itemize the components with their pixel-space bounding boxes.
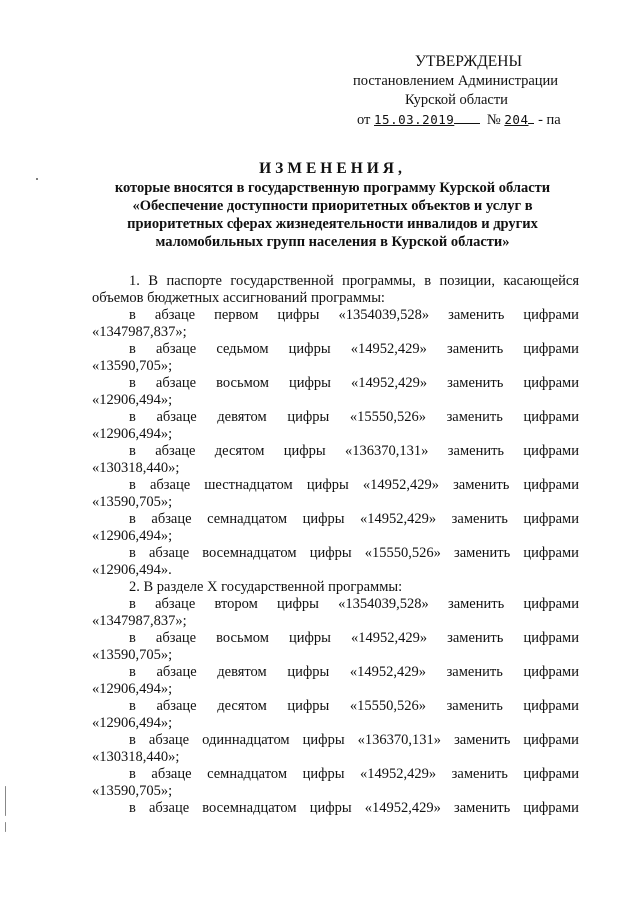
amendment-line bbox=[92, 596, 579, 613]
amendment-word: в bbox=[129, 409, 136, 425]
approval-stamp bbox=[350, 52, 580, 130]
amendment-word: восемнадцатом bbox=[202, 800, 297, 816]
amendment-word: заменить bbox=[451, 766, 508, 782]
amendment-word: цифрами bbox=[523, 307, 579, 323]
amendment-word: абзаце bbox=[151, 766, 192, 782]
amendment-word: заменить bbox=[446, 341, 504, 357]
amendment-line bbox=[92, 766, 579, 783]
amendment-word: цифрами bbox=[523, 664, 579, 680]
amendment-word: в bbox=[129, 375, 136, 391]
scan-speck bbox=[36, 178, 38, 180]
amendment-word: «14952,429» bbox=[349, 664, 426, 680]
amendment-word: в bbox=[129, 732, 136, 748]
amendment-word: «14952,429» bbox=[360, 766, 437, 782]
section-1-intro: 1. В паспорте государственной программы, в позиции, касающейся объемов бюджетных ассигнований программы: bbox=[92, 273, 579, 306]
amendment-new-value: «130318,440»; bbox=[92, 749, 180, 765]
amendment-word: цифры bbox=[288, 375, 331, 391]
title-line: которые вносятся в государственную программу Курской области bbox=[114, 180, 551, 196]
amendment-line bbox=[92, 375, 579, 392]
amendment-word: седьмом bbox=[216, 341, 269, 357]
date-prefix: от bbox=[357, 112, 371, 128]
amendment-line bbox=[92, 545, 579, 562]
amendment-word: цифры bbox=[276, 596, 319, 612]
amendment-word: цифрами bbox=[523, 375, 579, 391]
amendment-word: десятом bbox=[214, 443, 265, 459]
amendment-word: десятом bbox=[217, 698, 267, 714]
amendment-word: заменить bbox=[446, 664, 503, 680]
section-1-items bbox=[92, 307, 579, 579]
title-line: маломобильных групп населения в Курской области» bbox=[155, 234, 510, 250]
amendment-word: в bbox=[129, 545, 136, 561]
amendment-word: заменить bbox=[448, 307, 505, 323]
amendment-word: «14952,429» bbox=[364, 800, 441, 816]
amendment-new-value: «12906,494»; bbox=[92, 392, 173, 408]
amendment-word: первом bbox=[214, 307, 259, 323]
amendment-word: цифрами bbox=[523, 698, 579, 714]
amendment-word: абзаце bbox=[149, 477, 191, 493]
amendment-word: в bbox=[129, 341, 136, 357]
amendment-line bbox=[92, 698, 579, 715]
amendment-new-value: «12906,494»; bbox=[92, 681, 173, 697]
amendment-word: «14952,429» bbox=[350, 341, 427, 357]
amendment-word: одиннадцатом bbox=[202, 732, 290, 748]
amendment-word: в bbox=[129, 766, 136, 782]
amendment-new-value: «13590,705»; bbox=[92, 358, 173, 374]
amendment-word: «14952,429» bbox=[360, 511, 437, 527]
amendment-new-value: «1347987,837»; bbox=[92, 613, 187, 629]
amendment-line bbox=[92, 511, 579, 528]
amendment-word: «136370,131» bbox=[345, 443, 429, 459]
amendment-word: цифры bbox=[287, 409, 330, 425]
amendment-new-value: «12906,494». bbox=[92, 562, 172, 578]
amendment-word: цифры bbox=[287, 664, 330, 680]
amendment-word: заменить bbox=[447, 596, 505, 612]
amendment-word: цифры bbox=[302, 511, 345, 527]
amendment-word: цифры bbox=[283, 443, 326, 459]
amendment-word: цифры bbox=[309, 545, 352, 561]
amendment-new-value: «13590,705»; bbox=[92, 647, 173, 663]
amendment-word: абзаце bbox=[156, 664, 197, 680]
section-2-items bbox=[92, 596, 579, 817]
amendment-word: шестнадцатом bbox=[204, 477, 293, 493]
amendment-word: «14952,429» bbox=[350, 375, 428, 391]
amendment-word: заменить bbox=[453, 477, 510, 493]
amendment-word: абзаце bbox=[155, 596, 196, 612]
amendment-word: абзаце bbox=[155, 443, 196, 459]
title-line: «Обеспечение доступности приоритетных объектов и услуг в bbox=[132, 198, 533, 214]
amendment-word: абзаце bbox=[148, 732, 190, 748]
amendment-word: в bbox=[129, 664, 136, 680]
amendment-word: цифрами bbox=[523, 596, 579, 612]
amendment-word: «136370,131» bbox=[357, 732, 442, 748]
title-line: приоритетных сферах жизнедеятельности инвалидов и других bbox=[127, 216, 538, 232]
amendment-word: абзаце bbox=[156, 698, 197, 714]
title-heading: ИЗМЕНЕНИЯ, bbox=[259, 160, 406, 177]
amendment-word: абзаце bbox=[155, 375, 197, 391]
amendment-word: заменить bbox=[447, 375, 504, 391]
amendment-word: абзаце bbox=[156, 341, 197, 357]
amendment-word: заменить bbox=[446, 409, 503, 425]
amendment-word: семнадцатом bbox=[207, 766, 288, 782]
amendment-word: «14952,429» bbox=[362, 477, 439, 493]
amendment-word: семнадцатом bbox=[207, 511, 288, 527]
amendment-word: цифры bbox=[287, 698, 330, 714]
amendment-line bbox=[92, 341, 579, 358]
amendment-line bbox=[92, 409, 579, 426]
amendment-new-value: «12906,494»; bbox=[92, 528, 173, 544]
amendment-word: цифрами bbox=[523, 511, 579, 527]
approval-region-line: Курской области bbox=[405, 92, 508, 108]
amendment-word: заменить bbox=[454, 545, 511, 561]
number-prefix: № bbox=[486, 112, 501, 128]
amendment-word: «1354039,528» bbox=[338, 307, 430, 323]
amendment-word: абзаце bbox=[148, 545, 190, 561]
amendment-word: «15550,526» bbox=[364, 545, 441, 561]
date-underline bbox=[454, 111, 480, 124]
amendment-word: заменить bbox=[454, 732, 511, 748]
amendment-new-value: «13590,705»; bbox=[92, 494, 173, 510]
amendment-word: цифры bbox=[288, 341, 331, 357]
amendment-word: цифрами bbox=[523, 800, 579, 816]
number-underline bbox=[528, 111, 534, 124]
amendment-new-value: «12906,494»; bbox=[92, 426, 173, 442]
amendment-word: в bbox=[129, 443, 136, 459]
amendment-new-value: «1347987,837»; bbox=[92, 324, 187, 340]
amendment-word: заменить bbox=[451, 511, 508, 527]
amendment-word: в bbox=[129, 800, 136, 816]
amendment-word: девятом bbox=[217, 409, 267, 425]
amendment-word: цифрами bbox=[523, 409, 579, 425]
approval-heading: УТВЕРЖДЕНЫ bbox=[415, 53, 522, 70]
amendment-word: в bbox=[129, 307, 136, 323]
amendment-line bbox=[92, 443, 579, 460]
amendment-word: в bbox=[129, 698, 136, 714]
amendment-new-value: «130318,440»; bbox=[92, 460, 180, 476]
section-2-intro: 2. В разделе X государственной программы: bbox=[129, 579, 403, 595]
amendment-word: девятом bbox=[217, 664, 267, 680]
scan-edge-mark bbox=[5, 822, 6, 832]
amendment-word: заменить bbox=[454, 800, 511, 816]
amendment-line bbox=[92, 732, 579, 749]
amendment-word: «14952,429» bbox=[350, 630, 428, 646]
amendment-word: абзаце bbox=[155, 630, 197, 646]
amendment-new-value: «12906,494»; bbox=[92, 715, 173, 731]
amendment-word: восьмом bbox=[216, 630, 269, 646]
amendment-line bbox=[92, 664, 579, 681]
amendment-word: абзаце bbox=[151, 511, 192, 527]
amendment-word: заменить bbox=[447, 443, 505, 459]
amendment-word: в bbox=[129, 511, 136, 527]
amendment-word: восьмом bbox=[216, 375, 269, 391]
amendment-word: абзаце bbox=[154, 307, 196, 323]
amendment-word: втором bbox=[214, 596, 258, 612]
amendment-word: цифры bbox=[288, 630, 331, 646]
amendment-new-value: «13590,705»; bbox=[92, 783, 173, 799]
amendment-word: в bbox=[129, 630, 136, 646]
amendment-word: цифрами bbox=[523, 732, 579, 748]
amendment-word: цифры bbox=[306, 477, 349, 493]
date-value: 15.03.2019 bbox=[374, 112, 455, 127]
approval-date-line bbox=[350, 110, 580, 130]
amendment-word: абзаце bbox=[148, 800, 190, 816]
amendment-word: заменить bbox=[447, 630, 504, 646]
number-suffix: - па bbox=[538, 112, 561, 128]
amendment-line bbox=[92, 307, 579, 324]
amendment-word: «15550,526» bbox=[349, 698, 426, 714]
amendment-word: заменить bbox=[446, 698, 503, 714]
amendment-word: цифры bbox=[309, 800, 352, 816]
document-title bbox=[90, 160, 575, 251]
amendment-word: в bbox=[129, 596, 136, 612]
amendment-word: цифрами bbox=[523, 630, 579, 646]
number-value: 204 bbox=[504, 112, 529, 127]
amendment-word: цифрами bbox=[523, 477, 579, 493]
amendment-word: «15550,526» bbox=[349, 409, 426, 425]
amendment-line bbox=[92, 800, 579, 817]
amendment-word: цифры bbox=[277, 307, 320, 323]
amendment-word: цифрами bbox=[523, 443, 579, 459]
approval-org-line: постановлением Администрации bbox=[353, 73, 559, 89]
amendment-line bbox=[92, 630, 579, 647]
scan-edge-mark bbox=[5, 786, 6, 816]
amendment-line bbox=[92, 477, 579, 494]
amendment-word: «1354039,528» bbox=[338, 596, 429, 612]
amendment-word: восемнадцатом bbox=[202, 545, 297, 561]
document-body bbox=[92, 273, 579, 817]
amendment-word: цифрами bbox=[523, 341, 579, 357]
amendment-word: цифрами bbox=[523, 545, 579, 561]
amendment-word: в bbox=[129, 477, 136, 493]
amendment-word: абзаце bbox=[156, 409, 197, 425]
amendment-word: цифрами bbox=[523, 766, 579, 782]
amendment-word: цифры bbox=[302, 732, 345, 748]
amendment-word: цифры bbox=[302, 766, 345, 782]
